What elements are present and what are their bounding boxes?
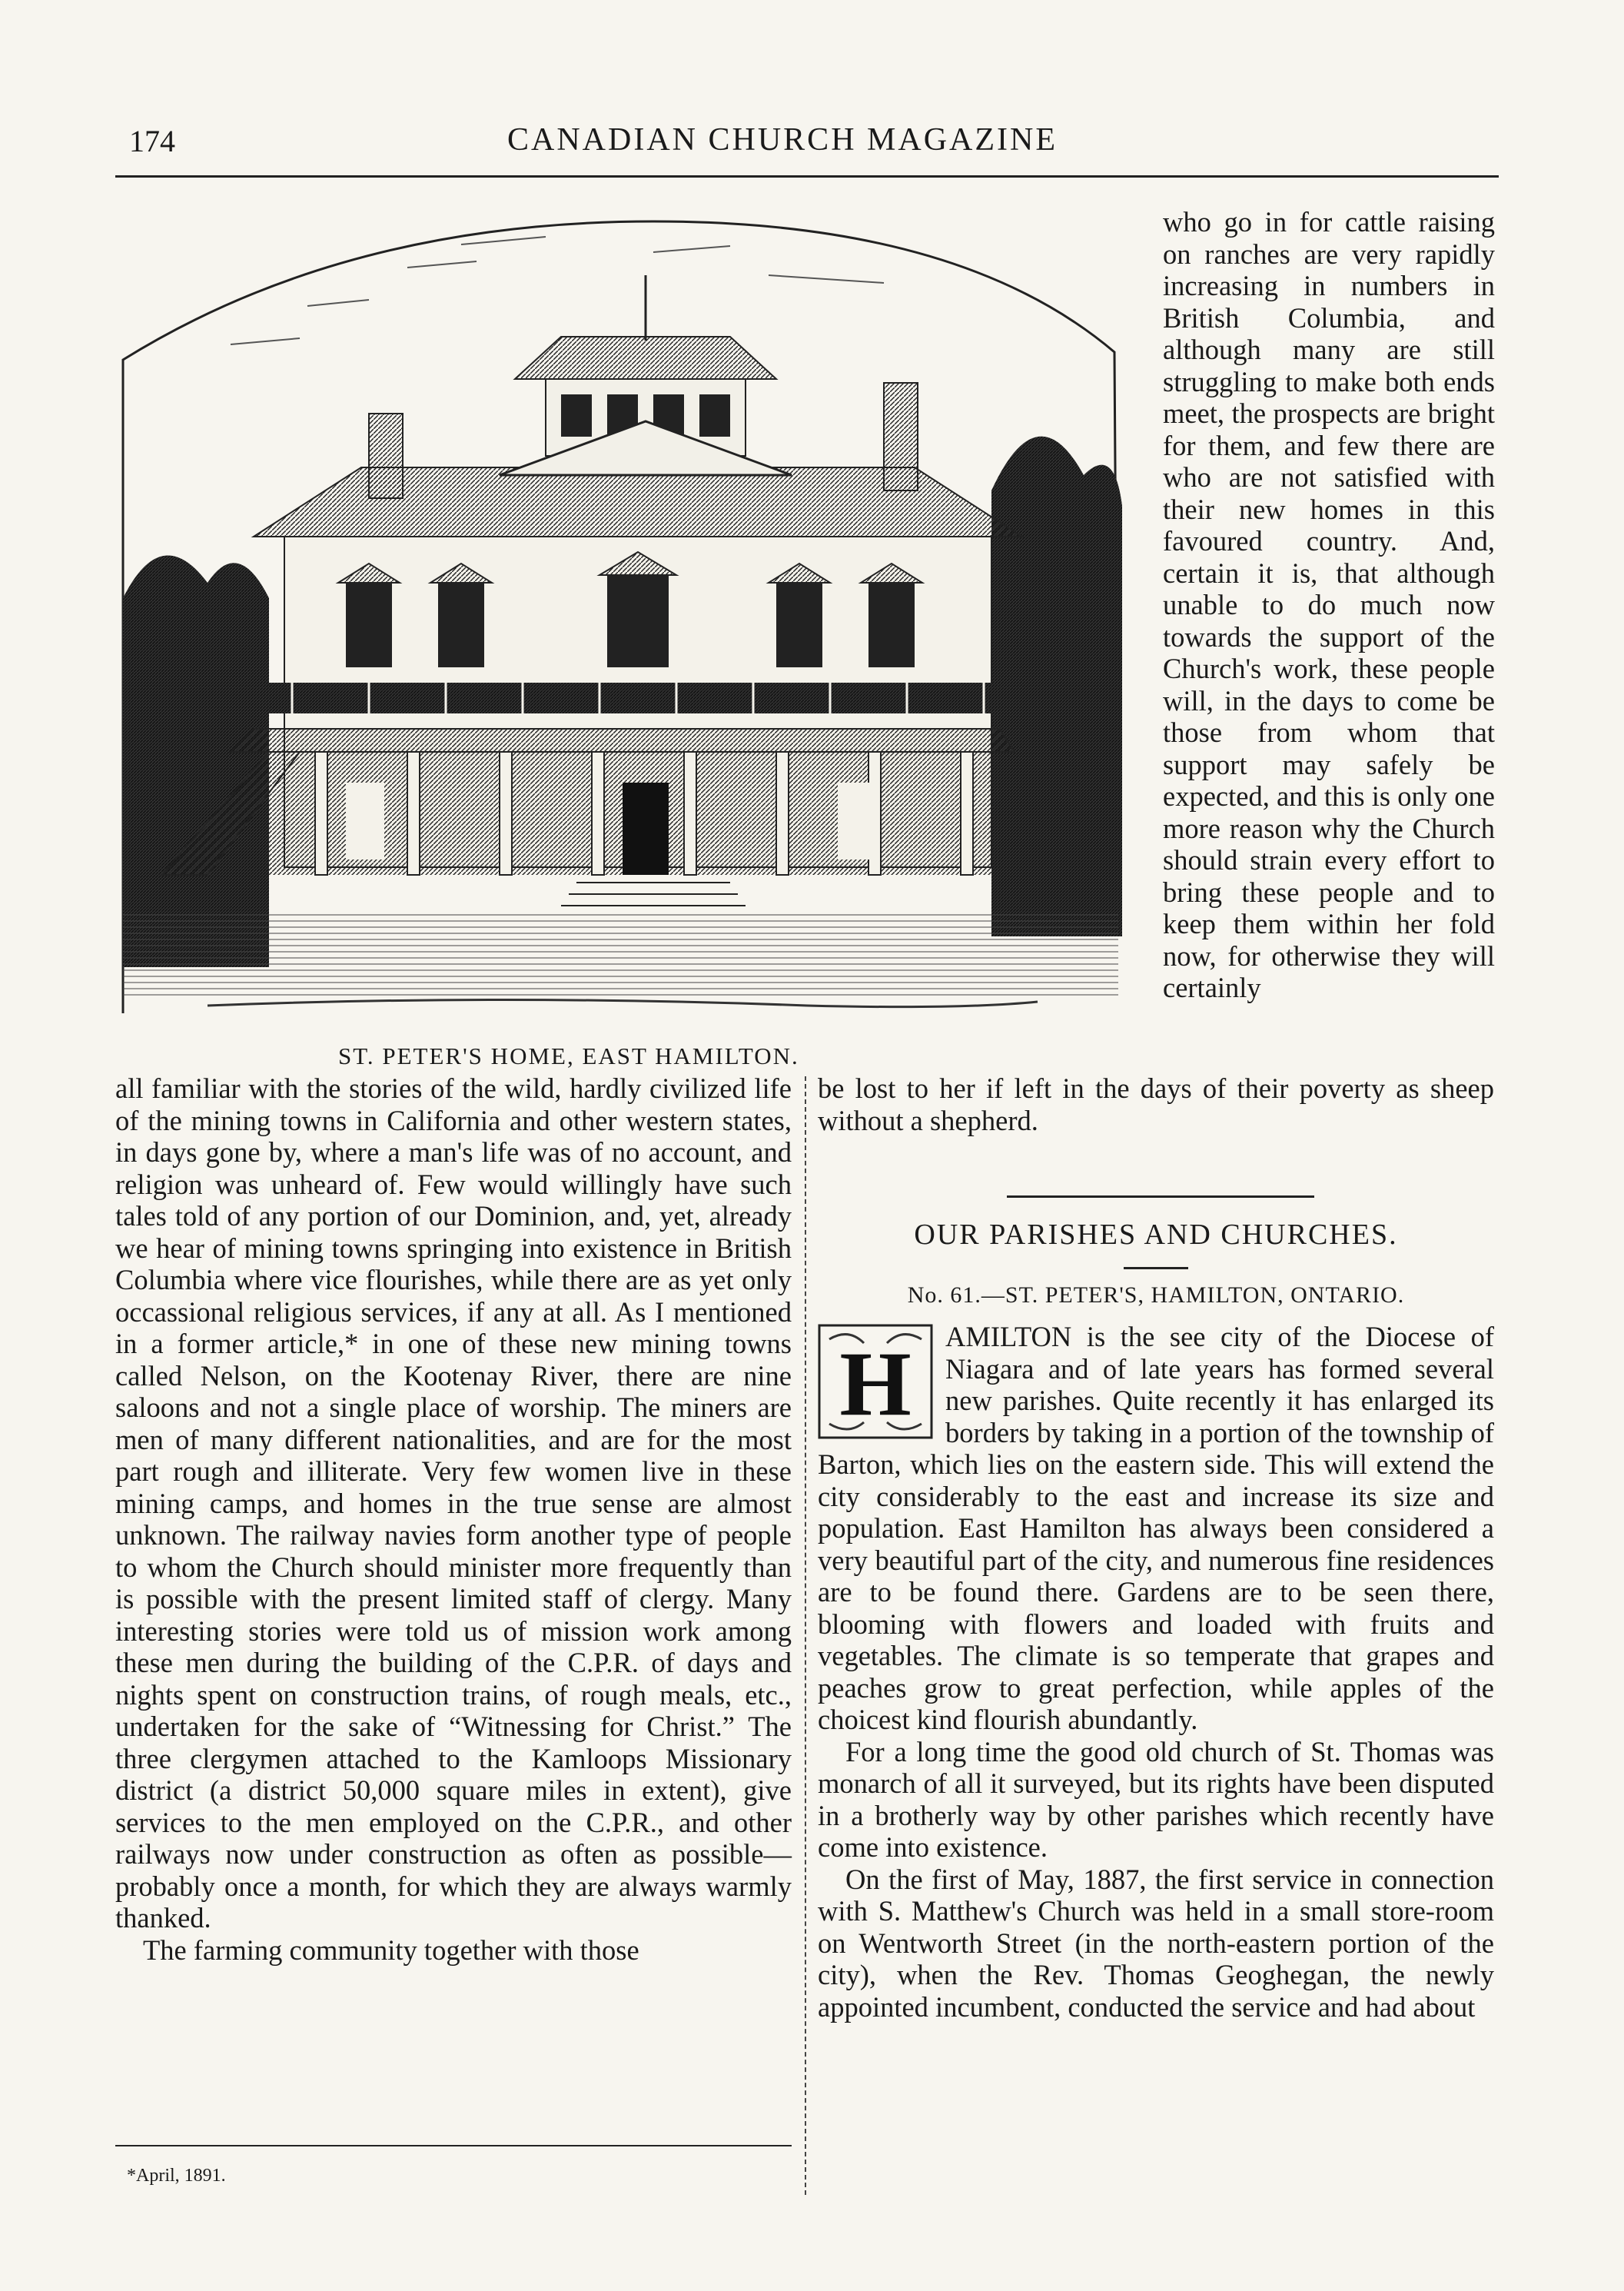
drop-cap-letter: H [839,1332,912,1435]
column-divider [805,1076,806,2195]
drop-cap-ornament [818,1324,933,1439]
left-column [115,1072,792,1966]
text-paragraph: who go in for cattle raising on ranches are very rapidly increasing in numbers in British Columbia, and although many are still struggling to make both ends meet, the prospects are bright for them, and few there are who are not satisfied with their new homes in this favoured country. And, certain it is, that although unable to do much now towards the support of the Church's work, these people will, in the days to come be those from whom that support may safely be expected, and this is only one more reason why the Church should strain every effort to bring these people and to keep them within her fold now, for otherwise they will certainly [1163,206,1495,1003]
header-rule [115,175,1499,178]
text-paragraph: be lost to her if left in the days of their poverty as sheep without a shepherd. [818,1072,1494,1136]
house-engraving [115,198,1130,1036]
section-title-rule [1124,1267,1188,1269]
text-paragraph: all familiar with the stories of the wild, hardly civilized life of the mining towns in California and other western states, in days gone by, where a man's life was of no account, and religion was unheard of. Few would willingly have such tales told of any portion of our Dominion, and, yet, already we hear of mining towns springing into existence in British Columbia where vice flourishes, while there are as yet only occassional religious services, if any at all. As I mentioned in a former article,* in one of these new mining towns called Nelson, on the Kootenay River, there are nine saloons and not a single place of worship. The miners are men of many different nationalities, and are for the most part rough and illiterate. Very few women live in these mining camps, and homes in the true sense are almost unknown. The railway navies form another type of people to whom the Church should minister more frequently than is possible with the present limited staff of clergy. Many interesting stories were told us of mission work among these men during the building of the C.P.R. of days and nights spent on construction trains, of rough meals, etc., undertaken for the sake of “Witnessing for Christ.” The three clergymen attached to the Kamloops Missionary district (a district 50,000 square miles in extent), give services to the men employed on the C.P.R., and other railways now under construction as often as possible—probably once a month, for which they are always warmly thanked. [115,1072,792,1934]
footnote: *April, 1891. [127,2166,226,2186]
drop-cap [818,1324,933,1439]
article-body [818,1321,1494,2023]
first-paragraph-text: AMILTON is the see city of the Diocese of Niagara and of late years has formed several new parishes. Quite recently it has enlarged its borders by taking in a portion of the township of Barton, which lies on the eastern side. This will extend the city considerably to the east and increase its size and population. East Hamilton has always been considered a very beautiful part of the city, and numerous fine residences are to be found there. Gardens are to be seen there, blooming with flowers and loaded with fruits and vegetables. The climate is so temperate that grapes and peaches grow to great perfection, while apples of the choicest kind flourish abundantly. [818,1321,1494,1735]
section-subtitle: No. 61.—ST. PETER'S, HAMILTON, ONTARIO. [907,1282,1405,1308]
right-column-top [1163,206,1495,1004]
section-rule [1007,1195,1314,1198]
text-paragraph: The farming community together with those [143,1934,639,1966]
text-paragraph: On the first of May, 1887, the first service in connection with S. Matthew's Church was held in a small store-room on Wentworth Street (in the north-eastern portion of the city), when the Rev. Thomas Geoghegan, the newly appointed incumbent, conducted the service and had about [818,1863,1494,2023]
text-paragraph: For a long time the good old church of St. Thomas was monarch of all it surveyed, but its rights have been disputed in a brotherly way by other parishes which recently have come into existence. [818,1735,1494,1863]
right-column-continuation [818,1072,1494,1136]
running-head: CANADIAN CHURCH MAGAZINE [507,122,1058,158]
page-number: 174 [129,124,175,158]
section-title: OUR PARISHES AND CHURCHES. [914,1219,1398,1251]
text-paragraph [818,1321,1494,1736]
footnote-rule [115,2145,792,2146]
illustration-caption: ST. PETER'S HOME, EAST HAMILTON. [338,1042,799,1069]
